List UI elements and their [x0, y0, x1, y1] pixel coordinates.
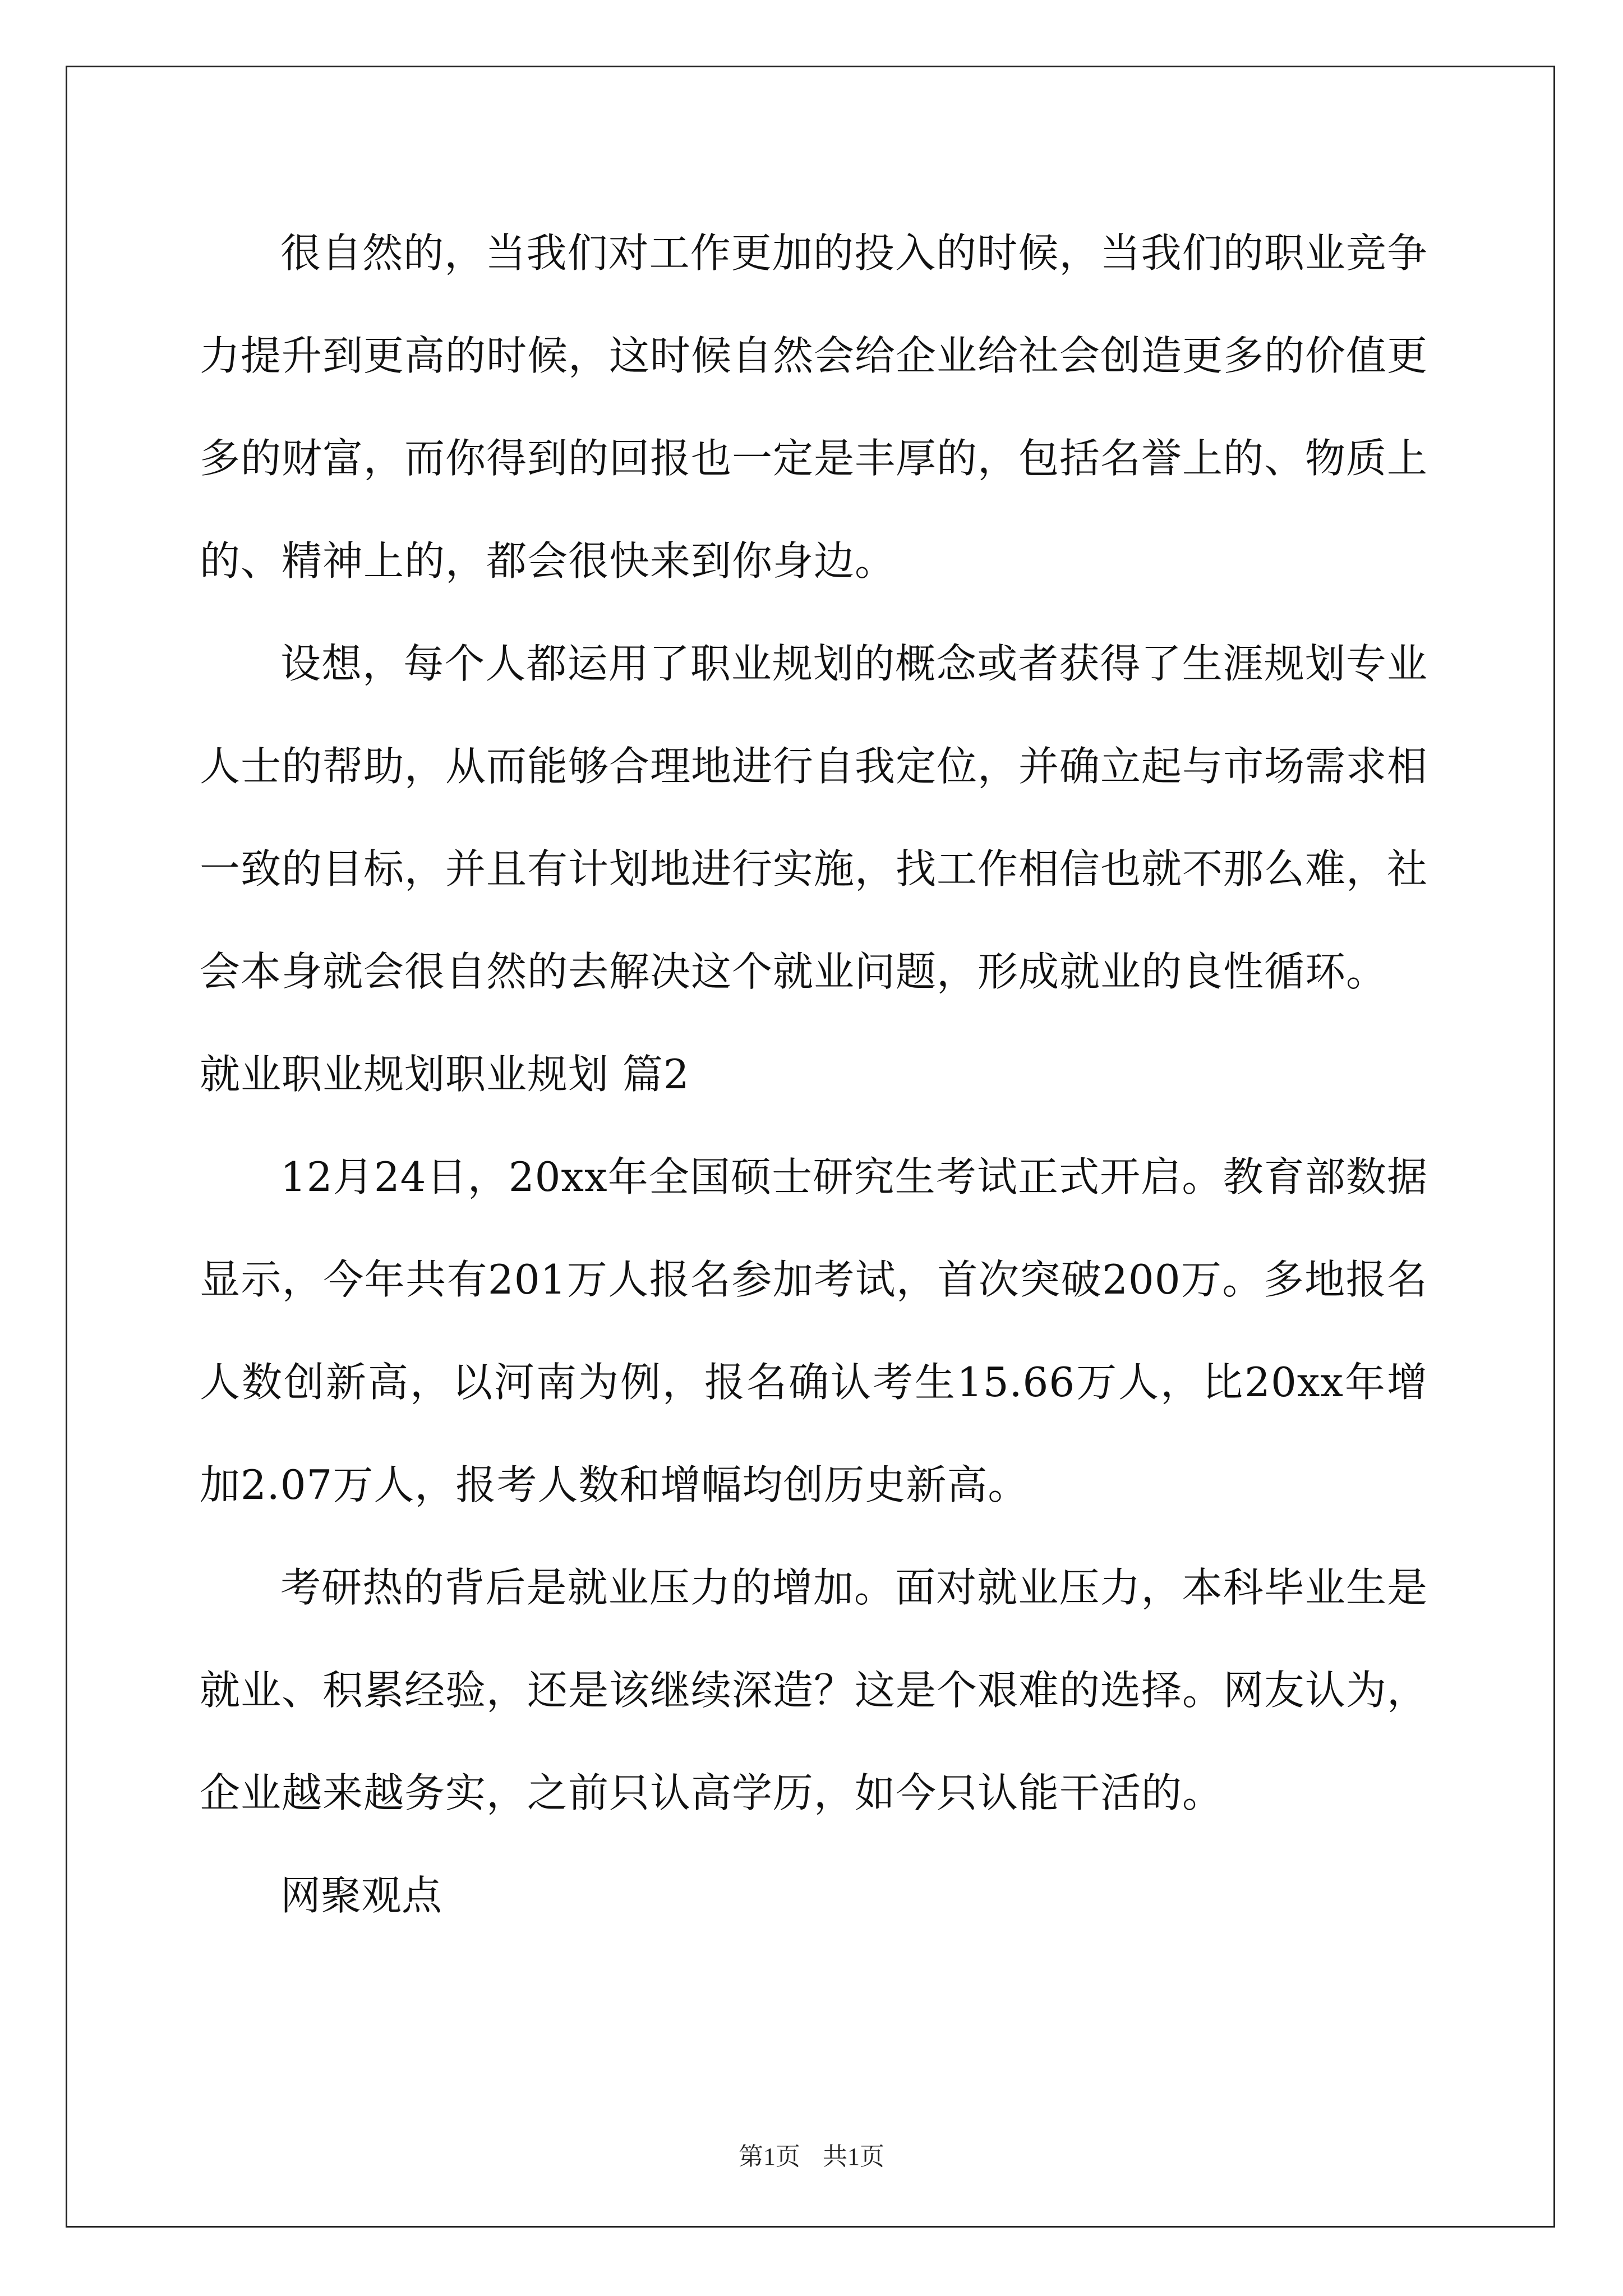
paragraph: 12月24日，20xx年全国硕士研究生考试正式开启。教育部数据显示，今年共有201万人报名参加考试，首次突破200万。多地报名人数创新高，以河南为例，报名确认考生15.66万人，比20xx年增加2.07万人，报考人数和增幅均创历史新高。 [200, 1153, 1428, 1508]
page-total: 共1页 [823, 2143, 884, 2170]
paragraph: 设想，每个人都运用了职业规划的概念或者获得了生涯规划专业人士的帮助，从而能够合理地进行自我定位，并确立起与市场需求相一致的目标，并且有计划地进行实施，找工作相信也就不那么难，社会本身就会很自然的去解决这个就业问题，形成就业的良性循环。 [200, 640, 1428, 995]
paragraph: 很自然的，当我们对工作更加的投入的时候，当我们的职业竞争力提升到更高的时候，这时候自然会给企业给社会创造更多的价值更多的财富，而你得到的回报也一定是丰厚的，包括名誉上的、物质上的、精神上的，都会很快来到你身边。 [200, 229, 1428, 585]
section-heading: 就业职业规划职业规划 篇2 [200, 1051, 690, 1098]
paragraph: 考研热的背后是就业压力的增加。面对就业压力，本科毕业生是就业、积累经验，还是该继续深造？这是个艰难的选择。网友认为，企业越来越务实，之前只认高学历，如今只认能干活的。 [200, 1564, 1428, 1816]
page-footer [0, 2136, 1623, 2172]
document-body [200, 202, 1428, 1947]
subheading: 网聚观点 [280, 1872, 442, 1919]
page-number: 第1页 [739, 2143, 800, 2170]
